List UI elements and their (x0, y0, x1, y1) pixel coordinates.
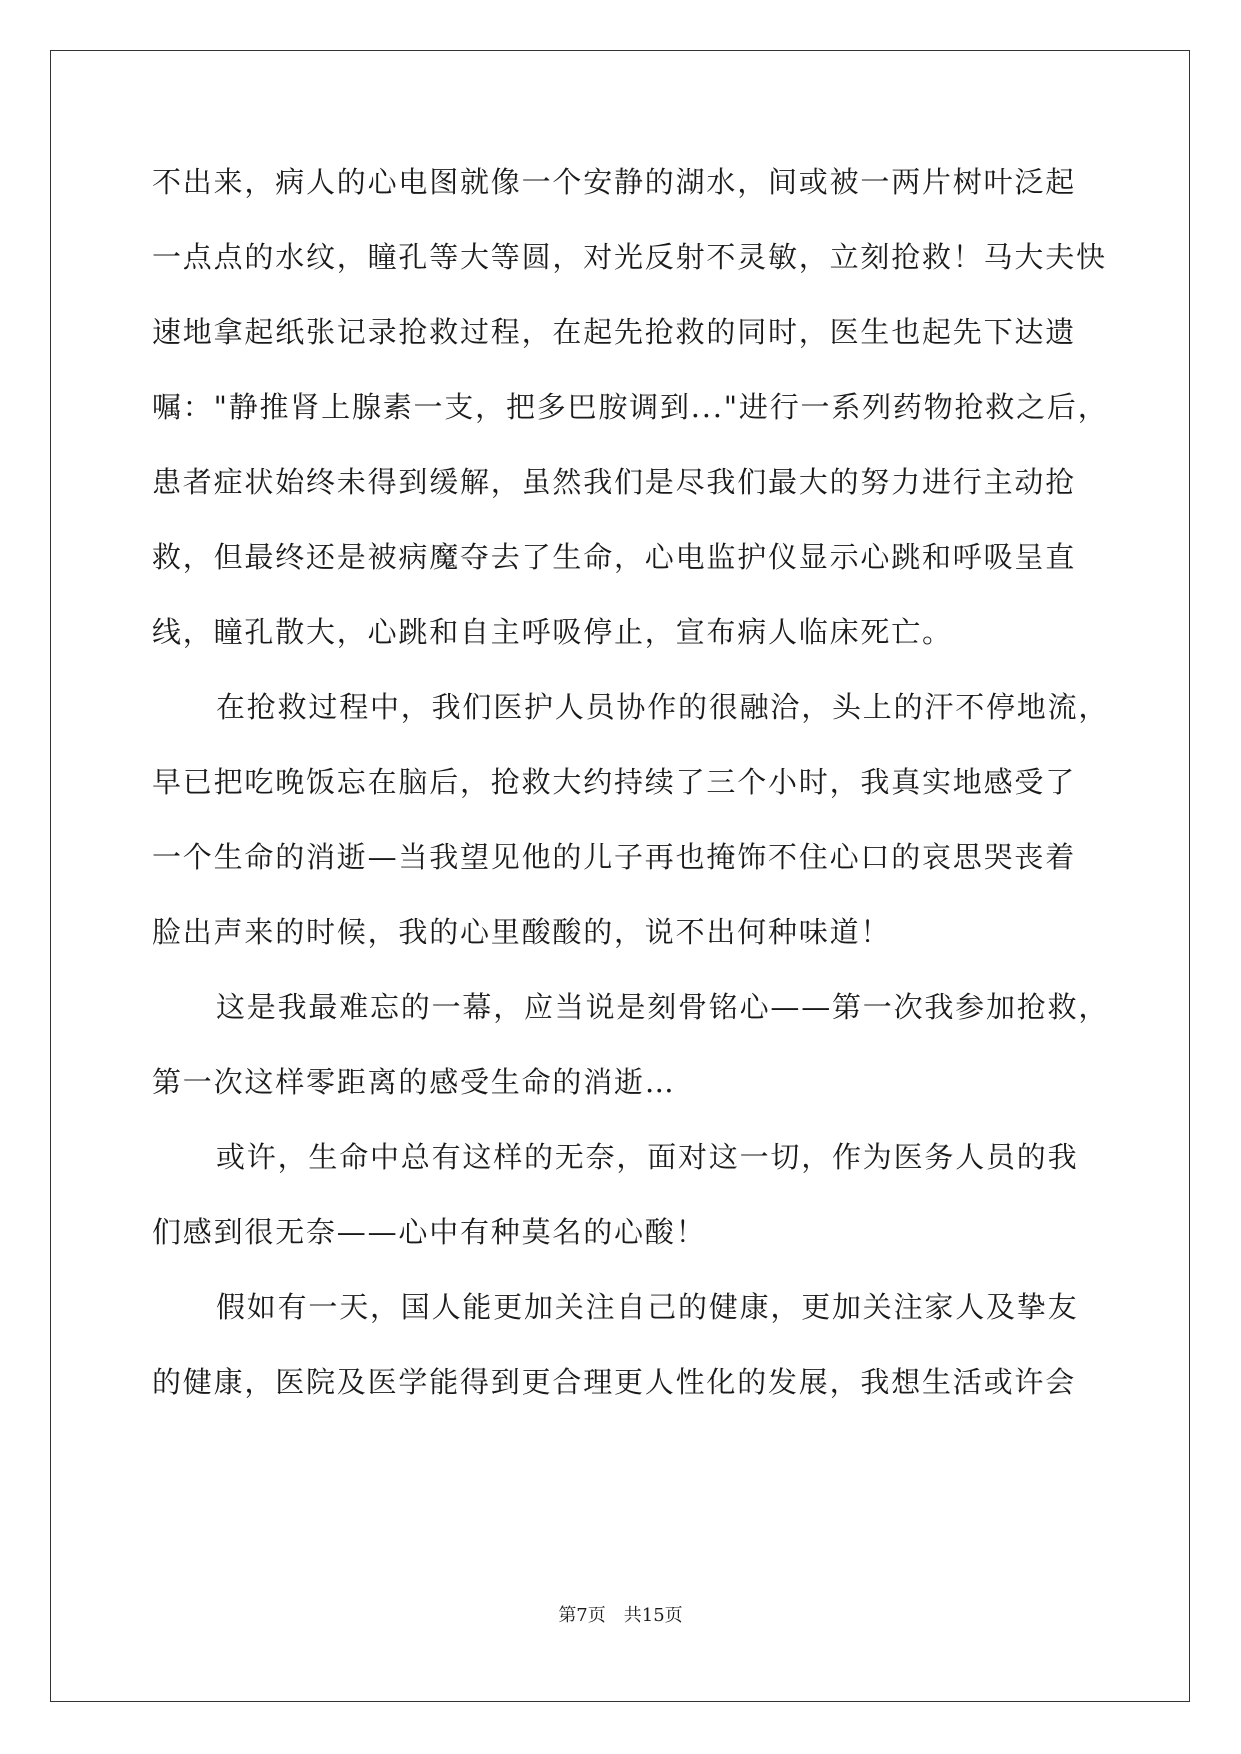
paragraph-start-line: 或许，生命中总有这样的无奈，面对这一切，作为医务人员的我 (216, 1140, 1079, 1174)
text-line: 一点点的水纹，瞳孔等大等圆，对光反射不灵敏，立刻抢救！马大夫快 (152, 240, 1107, 274)
paragraph-start-line: 这是我最难忘的一幕，应当说是刻骨铭心——第一次我参加抢救， (216, 990, 1110, 1024)
page-number: 第7页 共15页 (558, 1605, 683, 1626)
text-line: 第一次这样零距离的感受生命的消逝… (152, 1065, 676, 1099)
text-line: 嘱："静推肾上腺素一支，把多巴胺调到..."进行一系列药物抢救之后， (152, 390, 1109, 424)
text-line: 患者症状始终未得到缓解，虽然我们是尽我们最大的努力进行主动抢 (152, 465, 1077, 499)
paragraph-start-line: 假如有一天，国人能更加关注自己的健康，更加关注家人及挚友 (216, 1290, 1079, 1324)
text-line: 一个生命的消逝—当我望见他的儿子再也掩饰不住心口的哀思哭丧着 (152, 840, 1077, 874)
paragraph-start-line: 在抢救过程中，我们医护人员协作的很融洽，头上的汗不停地流， (216, 690, 1110, 724)
text-line: 不出来，病人的心电图就像一个安静的湖水，间或被一两片树叶泛起 (152, 165, 1077, 199)
text-line: 的健康，医院及医学能得到更合理更人性化的发展，我想生活或许会 (152, 1365, 1077, 1399)
text-line: 脸出声来的时候，我的心里酸酸的，说不出何种味道！ (152, 915, 892, 949)
text-line: 早已把吃晚饭忘在脑后，抢救大约持续了三个小时，我真实地感受了 (152, 765, 1077, 799)
text-line: 救，但最终还是被病魔夺去了生命，心电监护仪显示心跳和呼吸呈直 (152, 540, 1077, 574)
text-line: 速地拿起纸张记录抢救过程，在起先抢救的同时，医生也起先下达遗 (152, 315, 1077, 349)
text-line: 线，瞳孔散大，心跳和自主呼吸停止，宣布病人临床死亡。 (152, 615, 953, 649)
text-line: 们感到很无奈——心中有种莫名的心酸！ (152, 1215, 707, 1249)
